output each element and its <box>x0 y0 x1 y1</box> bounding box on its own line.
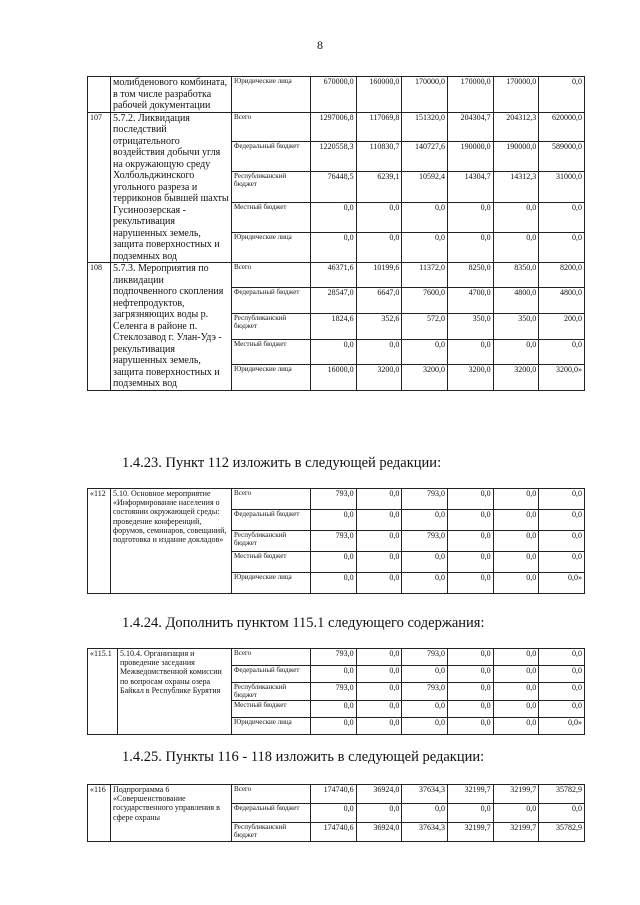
section-heading-1-4-23: 1.4.23. Пункт 112 изложить в следующей редакции: <box>122 455 442 471</box>
amount-cell: 0,0» <box>539 717 585 734</box>
amount-cell: 0,0 <box>447 510 493 531</box>
amount-cell: 0,0 <box>356 203 402 233</box>
amount-cell: 170000,0 <box>493 77 539 113</box>
amount-cell: 0,0 <box>311 203 357 233</box>
item-name: 5.7.3. Мероприятия по ликвидации подпочвенного скопления нефтепродуктов, загрязняющих воды р. Селенга в районе п. Стеклозавод г. Улан-Удэ - рекультивация нарушенных земель, защита поверхностных и подземных вод <box>111 263 232 391</box>
budget-table-2 <box>87 488 585 594</box>
amount-cell: 200,0 <box>539 313 585 339</box>
amount-cell: 0,0 <box>447 339 493 364</box>
item-name: 5.7.2. Ликвидация последствий отрицательного воздействия добычи угля на окружающую среду Холбольджинского угольного разреза и терриконов бывшей шахты Гусиноозерская - рекультивация нарушенных земель, защита поверхностных и подземных вод <box>111 112 232 263</box>
amount-cell: 0,0 <box>447 804 493 823</box>
funding-source: Республиканский бюджет <box>232 683 311 700</box>
amount-cell: 37634,3 <box>402 785 448 804</box>
amount-cell: 0,0 <box>356 683 402 700</box>
table-row <box>88 489 585 510</box>
amount-cell: 0,0 <box>493 510 539 531</box>
funding-source: Юридические лица <box>232 365 311 390</box>
amount-cell: 28547,0 <box>311 288 357 313</box>
amount-cell: 620000,0 <box>539 112 585 142</box>
amount-cell: 0,0 <box>539 683 585 700</box>
amount-cell: 0,0 <box>311 666 357 683</box>
amount-cell: 793,0 <box>402 531 448 552</box>
funding-source: Республиканский бюджет <box>232 823 311 842</box>
amount-cell: 8250,0 <box>447 263 493 288</box>
amount-cell: 170000,0 <box>447 77 493 113</box>
table-row <box>88 263 585 288</box>
table-row <box>88 112 585 142</box>
amount-cell: 0,0 <box>402 203 448 233</box>
funding-source: Федеральный бюджет <box>232 510 311 531</box>
amount-cell: 4800,0 <box>539 288 585 313</box>
amount-cell: 0,0 <box>539 510 585 531</box>
funding-source: Всего <box>232 112 311 142</box>
amount-cell: 0,0 <box>356 510 402 531</box>
amount-cell: 0,0 <box>356 700 402 717</box>
amount-cell: 117069,8 <box>356 112 402 142</box>
amount-cell: 174740,6 <box>311 823 357 842</box>
amount-cell: 0,0 <box>447 573 493 594</box>
amount-cell: 31000,0 <box>539 172 585 203</box>
section-heading-1-4-25: 1.4.25. Пункты 116 - 118 изложить в следующей редакции: <box>122 749 485 765</box>
amount-cell: 0,0 <box>539 531 585 552</box>
amount-cell: 0,0 <box>402 339 448 364</box>
funding-source: Всего <box>232 785 311 804</box>
amount-cell: 110830,7 <box>356 142 402 172</box>
amount-cell: 32199,7 <box>493 785 539 804</box>
amount-cell: 0,0 <box>311 717 357 734</box>
funding-source: Юридические лица <box>232 77 311 113</box>
funding-source: Федеральный бюджет <box>232 288 311 313</box>
amount-cell: 0,0 <box>356 573 402 594</box>
amount-cell: 0,0 <box>493 683 539 700</box>
funding-source: Федеральный бюджет <box>232 804 311 823</box>
amount-cell: 0,0 <box>311 700 357 717</box>
amount-cell: 204304,7 <box>447 112 493 142</box>
amount-cell: 3200,0 <box>402 365 448 390</box>
funding-source: Местный бюджет <box>232 339 311 364</box>
amount-cell: 0,0 <box>493 666 539 683</box>
amount-cell: 0,0 <box>311 510 357 531</box>
amount-cell: 8200,0 <box>539 263 585 288</box>
amount-cell: 174740,6 <box>311 785 357 804</box>
amount-cell: 793,0 <box>311 531 357 552</box>
amount-cell: 1220558,3 <box>311 142 357 172</box>
amount-cell: 6647,0 <box>356 288 402 313</box>
amount-cell: 0,0 <box>493 717 539 734</box>
amount-cell: 190000,0 <box>493 142 539 172</box>
amount-cell: 572,0 <box>402 313 448 339</box>
amount-cell: 14304,7 <box>447 172 493 203</box>
amount-cell: 0,0 <box>447 649 493 666</box>
amount-cell: 0,0 <box>493 700 539 717</box>
amount-cell: 0,0 <box>356 531 402 552</box>
amount-cell: 160000,0 <box>356 77 402 113</box>
amount-cell: 0,0 <box>493 531 539 552</box>
item-number: 108 <box>88 263 111 391</box>
budget-table-1 <box>87 76 585 391</box>
funding-source: Всего <box>232 263 311 288</box>
amount-cell: 793,0 <box>402 489 448 510</box>
amount-cell: 32199,7 <box>447 823 493 842</box>
amount-cell: 190000,0 <box>447 142 493 172</box>
amount-cell: 7600,0 <box>402 288 448 313</box>
amount-cell: 0,0 <box>402 666 448 683</box>
amount-cell: 14312,3 <box>493 172 539 203</box>
amount-cell: 352,6 <box>356 313 402 339</box>
funding-source: Юридические лица <box>232 233 311 263</box>
amount-cell: 0,0 <box>356 233 402 263</box>
item-name: 5.10. Основное мероприятие «Информирование населения о состоянии окружающей среды: проведение конференций, форумов, семинаров, совещаний, подготовка и издание докладов» <box>111 489 232 594</box>
amount-cell: 793,0 <box>311 683 357 700</box>
budget-table-3 <box>87 648 585 735</box>
funding-source: Местный бюджет <box>232 203 311 233</box>
amount-cell: 0,0 <box>447 683 493 700</box>
funding-source: Республиканский бюджет <box>232 313 311 339</box>
amount-cell: 0,0» <box>539 573 585 594</box>
amount-cell: 32199,7 <box>447 785 493 804</box>
amount-cell: 3200,0 <box>356 365 402 390</box>
item-name: 5.10.4. Организация и проведение заседания Межведомственной комиссии по вопросам охраны озера Байкал в Республике Бурятия <box>118 649 232 735</box>
amount-cell: 670000,0 <box>311 77 357 113</box>
amount-cell: 8350,0 <box>493 263 539 288</box>
amount-cell: 0,0 <box>311 339 357 364</box>
amount-cell: 3200,0» <box>539 365 585 390</box>
amount-cell: 0,0 <box>356 717 402 734</box>
funding-source: Республиканский бюджет <box>232 531 311 552</box>
amount-cell: 1824,6 <box>311 313 357 339</box>
item-number: «112 <box>88 489 111 594</box>
amount-cell: 0,0 <box>356 552 402 573</box>
amount-cell: 0,0 <box>539 700 585 717</box>
funding-source: Федеральный бюджет <box>232 666 311 683</box>
funding-source: Юридические лица <box>232 573 311 594</box>
amount-cell: 0,0 <box>539 77 585 113</box>
funding-source: Федеральный бюджет <box>232 142 311 172</box>
amount-cell: 0,0 <box>447 489 493 510</box>
amount-cell: 589000,0 <box>539 142 585 172</box>
item-number: «116 <box>88 785 111 842</box>
amount-cell: 0,0 <box>311 552 357 573</box>
amount-cell: 793,0 <box>402 649 448 666</box>
table-row <box>88 77 585 113</box>
amount-cell: 0,0 <box>311 233 357 263</box>
amount-cell: 46371,6 <box>311 263 357 288</box>
funding-source: Всего <box>232 649 311 666</box>
amount-cell: 151320,0 <box>402 112 448 142</box>
amount-cell: 0,0 <box>493 552 539 573</box>
section-heading-1-4-24: 1.4.24. Дополнить пунктом 115.1 следующего содержания: <box>122 615 485 631</box>
funding-source: Местный бюджет <box>232 552 311 573</box>
item-number: «115.1 <box>88 649 118 735</box>
amount-cell: 36924,0 <box>356 823 402 842</box>
amount-cell: 0,0 <box>493 203 539 233</box>
amount-cell: 4800,0 <box>493 288 539 313</box>
amount-cell: 32199,7 <box>493 823 539 842</box>
amount-cell: 0,0 <box>493 649 539 666</box>
amount-cell: 0,0 <box>447 233 493 263</box>
amount-cell: 0,0 <box>402 700 448 717</box>
amount-cell: 350,0 <box>493 313 539 339</box>
amount-cell: 0,0 <box>447 717 493 734</box>
amount-cell: 6239,1 <box>356 172 402 203</box>
amount-cell: 350,0 <box>447 313 493 339</box>
amount-cell: 0,0 <box>539 804 585 823</box>
item-number: 107 <box>88 112 111 263</box>
amount-cell: 0,0 <box>402 804 448 823</box>
amount-cell: 0,0 <box>539 339 585 364</box>
amount-cell: 10592,4 <box>402 172 448 203</box>
amount-cell: 170000,0 <box>402 77 448 113</box>
amount-cell: 0,0 <box>402 717 448 734</box>
amount-cell: 10199,6 <box>356 263 402 288</box>
amount-cell: 204312,3 <box>493 112 539 142</box>
amount-cell: 0,0 <box>447 552 493 573</box>
funding-source: Республиканский бюджет <box>232 172 311 203</box>
amount-cell: 140727,6 <box>402 142 448 172</box>
budget-table-4 <box>87 784 585 842</box>
amount-cell: 0,0 <box>356 489 402 510</box>
amount-cell: 793,0 <box>402 683 448 700</box>
amount-cell: 0,0 <box>356 666 402 683</box>
amount-cell: 16000,0 <box>311 365 357 390</box>
amount-cell: 0,0 <box>402 233 448 263</box>
amount-cell: 0,0 <box>402 552 448 573</box>
amount-cell: 0,0 <box>447 531 493 552</box>
page-number: 8 <box>317 38 323 52</box>
amount-cell: 37634,3 <box>402 823 448 842</box>
table-row <box>88 785 585 804</box>
amount-cell: 0,0 <box>493 804 539 823</box>
amount-cell: 3200,0 <box>447 365 493 390</box>
amount-cell: 0,0 <box>356 804 402 823</box>
amount-cell: 0,0 <box>539 233 585 263</box>
amount-cell: 0,0 <box>493 573 539 594</box>
table-row <box>88 649 585 666</box>
amount-cell: 0,0 <box>539 489 585 510</box>
amount-cell: 0,0 <box>493 339 539 364</box>
amount-cell: 0,0 <box>539 203 585 233</box>
item-name: Подпрограмма 6 «Совершенствование государственного управления в сфере охраны <box>111 785 232 842</box>
amount-cell: 793,0 <box>311 489 357 510</box>
amount-cell: 0,0 <box>447 666 493 683</box>
funding-source: Местный бюджет <box>232 700 311 717</box>
amount-cell: 76448,5 <box>311 172 357 203</box>
amount-cell: 36924,0 <box>356 785 402 804</box>
item-number <box>88 77 111 113</box>
amount-cell: 0,0 <box>356 649 402 666</box>
amount-cell: 11372,0 <box>402 263 448 288</box>
amount-cell: 3200,0 <box>493 365 539 390</box>
amount-cell: 1297006,8 <box>311 112 357 142</box>
amount-cell: 0,0 <box>311 573 357 594</box>
amount-cell: 0,0 <box>447 203 493 233</box>
amount-cell: 0,0 <box>493 233 539 263</box>
amount-cell: 0,0 <box>402 510 448 531</box>
funding-source: Всего <box>232 489 311 510</box>
amount-cell: 0,0 <box>493 489 539 510</box>
amount-cell: 0,0 <box>311 804 357 823</box>
amount-cell: 0,0 <box>539 552 585 573</box>
funding-source: Юридические лица <box>232 717 311 734</box>
amount-cell: 35782,9 <box>539 823 585 842</box>
item-name: молибденового комбината, в том числе разработка рабочей документации <box>111 77 232 113</box>
amount-cell: 0,0 <box>402 573 448 594</box>
amount-cell: 793,0 <box>311 649 357 666</box>
amount-cell: 4700,0 <box>447 288 493 313</box>
amount-cell: 0,0 <box>539 666 585 683</box>
amount-cell: 35782,9 <box>539 785 585 804</box>
amount-cell: 0,0 <box>356 339 402 364</box>
amount-cell: 0,0 <box>539 649 585 666</box>
amount-cell: 0,0 <box>447 700 493 717</box>
